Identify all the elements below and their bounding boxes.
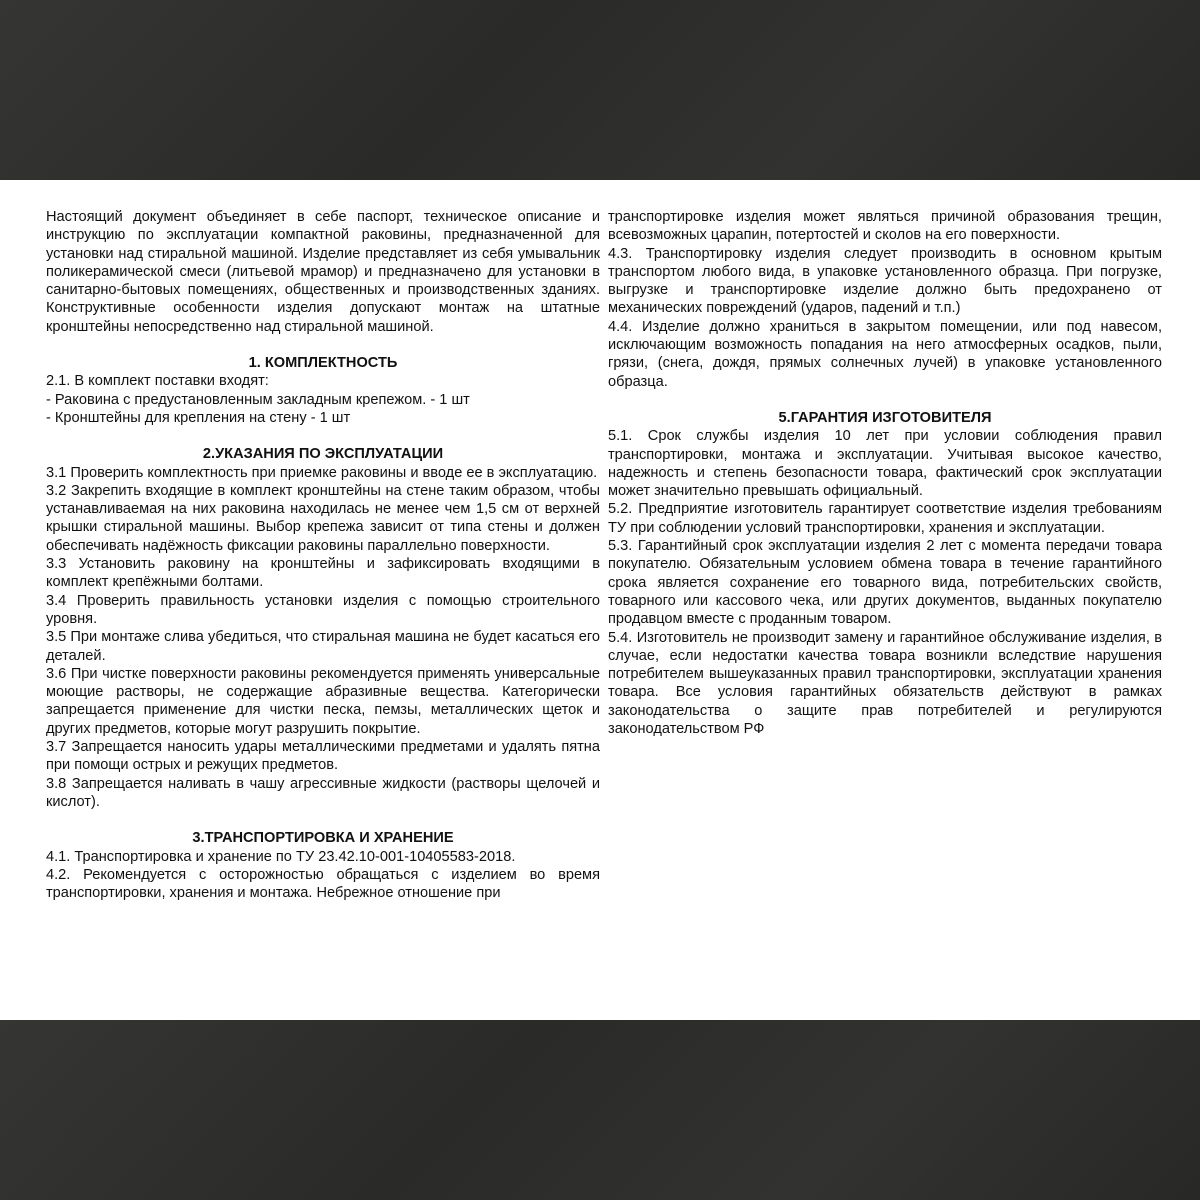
right-column xyxy=(608,208,1162,738)
paragraph-5-1: 5.1. Срок службы изделия 10 лет при условии соблюдения правил транспортировки, монтажа и эксплуатации. Учитывая высокое качество, надежность и степень безопасности товара, фактический срок эксплуатации может значительно превышать официальный. xyxy=(608,428,1162,500)
section-title-operation: 2.УКАЗАНИЯ ПО ЭКСПЛУАТАЦИИ xyxy=(202,446,444,463)
paragraph-4-4: 4.4. Изделие должно храниться в закрытом помещении, или под навесом, исключающим возможность попадания на него атмосферных осадков, пыли, грязи, (снега, дождя, прямых солнечных лучей) в упаковке установленного образца. xyxy=(608,318,1162,390)
paragraph-3-7: 3.7 Запрещается наносить удары металлическими предметами и удалять пятна при помощи острых и режущих предметов. xyxy=(46,739,600,774)
paragraph-3-2: 3.2 Закрепить входящие в комплект кронштейны на стене таким образом, чтобы устанавливаемая на них раковина находилась не менее чем 1,5 см от верхней крышки стиральной машины. Выбор крепежа зависит от типа стены и должен обеспечивать надёжность фиксации раковины параллельно поверхности. xyxy=(46,482,600,554)
section-title-warranty: 5.ГАРАНТИЯ ИЗГОТОВИТЕЛЯ xyxy=(778,409,992,426)
continuation-paragraph: транспортировке изделия может являться причиной образования трещин, всевозможных царапин, потертостей и сколов на его поверхности. xyxy=(608,209,1162,244)
paragraph-3-8: 3.8 Запрещается наливать в чашу агрессивные жидкости (растворы щелочей и кислот). xyxy=(46,775,600,810)
paragraph-3-4: 3.4 Проверить правильность установки изделия с помощью строительного уровня. xyxy=(46,592,600,627)
paragraph-4-1: 4.1. Транспортировка и хранение по ТУ 23.42.10-001-10405583-2018. xyxy=(46,848,516,865)
paragraph-5-4: 5.4. Изготовитель не производит замену и гарантийное обслуживание изделия, в случае, если недостатки качества товара возникли вследствие нарушения потребителем вышеуказанных правил транспортировки, эксплуатации хранения товара. Все условия гарантийных обязательств действуют в рамках законодательства о защите прав потребителей и регулируются законодательством РФ xyxy=(608,629,1162,738)
paragraph-5-2: 5.2. Предприятие изготовитель гарантирует соответствие изделия требованиям ТУ при соблюдении условий транспортировки, хранения и эксплуатации. xyxy=(608,501,1162,536)
bottom-background-band xyxy=(0,1020,1200,1200)
list-item: 2.1. В комплект поставки входят: xyxy=(46,373,269,390)
left-column xyxy=(46,208,600,902)
intro-paragraph: Настоящий документ объединяет в себе паспорт, техническое описание и инструкцию по эксплуатации компактной раковины, предназначенной для установки над стиральной машиной. Изделие представляет из себя умывальник поликерамической смеси (литьевой мрамор) и предназначено для установки в санитарно-бытовых помещениях, общественных и производственных зданиях. Конструктивные особенности изделия допускают монтаж на штатные кронштейны непосредственно над стиральной машиной. xyxy=(46,209,600,335)
paragraph-3-6: 3.6 При чистке поверхности раковины рекомендуется применять универсальные моющие растворы, не содержащие абразивные вещества. Категорически запрещается применение для чистки песка, пемзы, металлических щеток и других предметов, которые могут разрушить покрытие. xyxy=(46,665,600,737)
list-item: - Кронштейны для крепления на стену - 1 шт xyxy=(46,409,351,426)
paragraph-4-2: 4.2. Рекомендуется с осторожностью обращаться с изделием во время транспортировки, хранения и монтажа. Небрежное отношение при xyxy=(46,866,600,902)
paragraph-3-1: 3.1 Проверить комплектность при приемке раковины и вводе ее в эксплуатацию. xyxy=(46,464,598,481)
paragraph-3-3: 3.3 Установить раковину на кронштейны и зафиксировать входящими в комплект крепёжными болтами. xyxy=(46,556,600,591)
top-background-band xyxy=(0,0,1200,180)
paragraph-4-3: 4.3. Транспортировку изделия следует производить в основном крытым транспортом любого вида, в упаковке установленного образца. При погрузке, выгрузке и транспортировке изделие должно быть предохранено от механических повреждений (ударов, падений и т.п.) xyxy=(608,245,1162,317)
section-title-completeness: 1. КОМПЛЕКТНОСТЬ xyxy=(248,355,398,372)
list-item: - Раковина с предустановленным закладным крепежом. - 1 шт xyxy=(46,391,470,408)
section-title-transport: 3.ТРАНСПОРТИРОВКА И ХРАНЕНИЕ xyxy=(192,830,454,847)
document-sheet xyxy=(0,180,1200,1020)
paragraph-5-3: 5.3. Гарантийный срок эксплуатации изделия 2 лет с момента передачи товара покупателю. Обязательным условием обмена товара в течение гарантийного срока является сохранение его товарного вида, потребительских свойств, товарного или кассового чека, или других документов, выданных покупателю продавцом вместе с проданным товаром. xyxy=(608,538,1162,628)
paragraph-3-5: 3.5 При монтаже слива убедиться, что стиральная машина не будет касаться его деталей. xyxy=(46,629,600,664)
